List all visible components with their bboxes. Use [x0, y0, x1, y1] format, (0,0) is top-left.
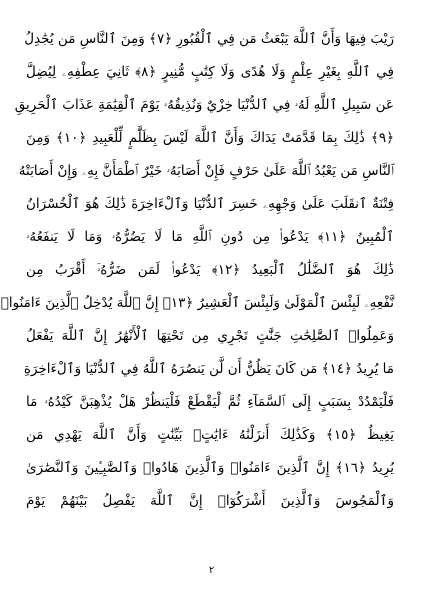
text-line: مَا يُرِيدُ ﴿١٤﴾ مَن كَانَ يَظُنُّ أَن لَّن يَنصُرَهُ ٱللَّهُ فِي ٱلدُّنْيَا وَٱلْءَاخِرَةِ	[23, 361, 394, 377]
text-line: عَن سَبِيلِ ٱللَّهِ لَهُۥ فِي ٱلدُّنْيَا خِزْيٌ وَنُذِيقُهُۥ يَوْمَ ٱلْقِيَٰمَةِ عَذَابَ ٱلْحَرِيقِ	[14, 97, 394, 113]
text-line: وَٱلْمَجُوسَ وَٱلَّذِينَ أَشْرَكُوٓا۟ إِنَّ ٱللَّهَ يَفْصِلُ بَيْنَهُمْ يَوْمَ	[26, 493, 394, 509]
text-line: ذَٰلِكَ هُوَ ٱلضَّلَٰلُ ٱلْبَعِيدُ ﴿١٢﴾ يَدْعُوا۟ لَمَن ضَرُّهُۥٓ أَقْرَبُ مِن	[26, 262, 394, 278]
page-number: ٢	[208, 565, 215, 576]
text-line: يُرِيدُ ﴿١٦﴾ إِنَّ ٱلَّذِينَ ءَامَنُوا۟ وَٱلَّذِينَ هَادُوا۟ وَٱلصَّٰبِـِٔينَ وَٱلنَّصَٰرَىٰ	[26, 460, 394, 476]
text-line: يَغِيظُ ﴿١٥﴾ وَكَذَٰلِكَ أَنزَلْنَٰهُ ءَايَٰتٍۭ بَيِّنَٰتٍ وَأَنَّ ٱللَّهَ يَهْدِي مَن	[26, 427, 394, 443]
text-line: فِي ٱللَّهِ بِغَيْرِ عِلْمٍ وَلَا هُدًى وَلَا كِتَٰبٍ مُّنِيرٍ ﴿٨﴾ ثَانِيَ عِطْفِهِۦ لِيُضِلَّ	[26, 64, 395, 80]
text-line: ٱلنَّاسِ مَن يَعْبُدُ ٱللَّهَ عَلَىٰ حَرْفٍ فَإِنْ أَصَابَهُۥ خَيْرٌ ٱطْمَأَنَّ بِهِۦ وَإِنْ أَصَابَتْهُ	[18, 163, 394, 179]
text-line: ﴿٩﴾ ذَٰلِكَ بِمَا قَدَّمَتْ يَدَاكَ وَأَنَّ ٱللَّهَ لَيْسَ بِظَلَّٰمٍ لِّلْعَبِيدِ ﴿١٠﴾ وَمِنَ	[26, 130, 395, 146]
text-line: فِتْنَةٌ ٱنقَلَبَ عَلَىٰ وَجْهِهِۦ خَسِرَ ٱلدُّنْيَا وَٱلْءَاخِرَةَ ذَٰلِكَ هُوَ ٱلْخُسْرَانُ	[26, 196, 394, 212]
text-line: ٱلْمُبِينُ ﴿١١﴾ يَدْعُوا۟ مِن دُونِ ٱللَّهِ مَا لَا يَضُرُّهُۥ وَمَا لَا يَنفَعُهُۥ	[26, 229, 394, 245]
text-line: رَيْبَ فِيهَا وَأَنَّ ٱللَّهَ يَبْعَثُ مَن فِي ٱلْقُبُورِ ﴿٧﴾ وَمِنَ ٱلنَّاسِ مَن يُجَٰدِلُ	[24, 31, 394, 47]
text-line: وَعَمِلُوا۟ ٱلصَّٰلِحَٰتِ جَنَّٰتٍ تَجْرِي مِن تَحْتِهَا ٱلْأَنْهَٰرُ إِنَّ ٱللَّهَ يَفْعَلُ	[26, 328, 394, 344]
text-line: نَّفْعِهِۦ لَبِئْسَ ٱلْمَوْلَىٰ وَلَبِئْسَ ٱلْعَشِيرُ ﴿١٣﴾ إِنَّ ٱللَّهَ يُدْخِلُ ٱلَّذِينَ ءَامَنُوا۟	[0, 295, 394, 311]
text-line: فَلْيَمْدُدْ بِسَبَبٍ إِلَى ٱلسَّمَآءِ ثُمَّ لْيَقْطَعْ فَلْيَنظُرْ هَلْ يُذْهِبَنَّ كَيْدُهُۥ مَا	[26, 394, 394, 410]
